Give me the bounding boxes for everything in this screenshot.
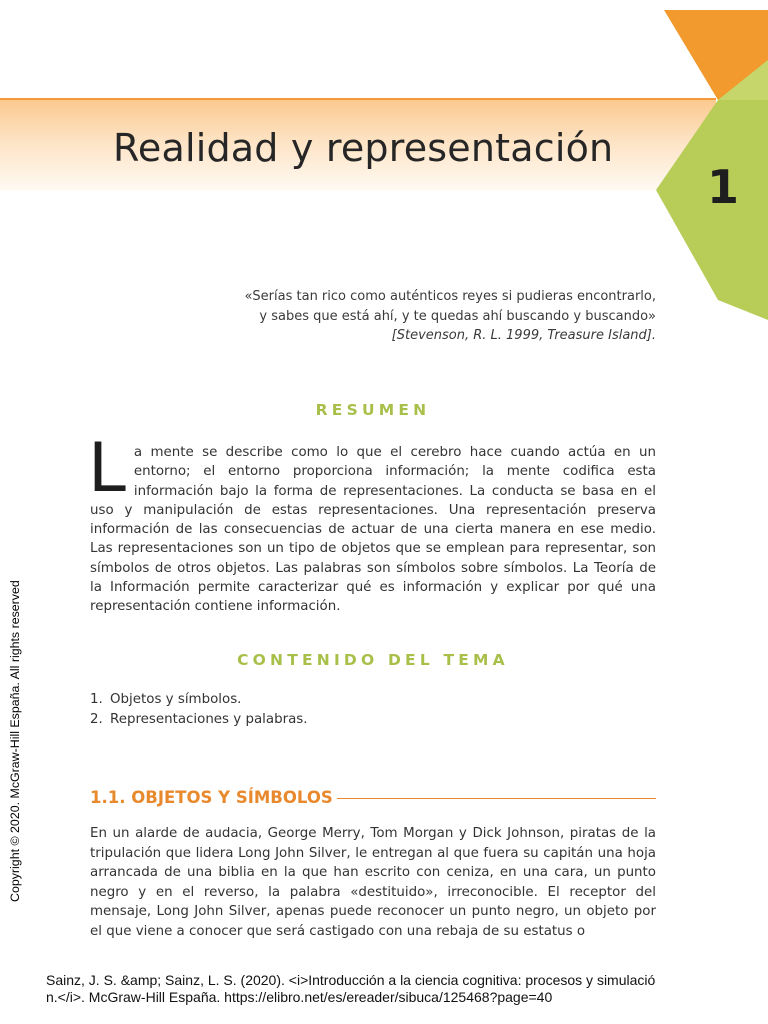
quote-line-1: «Serías tan rico como auténticos reyes si pudieras encontrarlo, (244, 289, 656, 304)
section-heading-rule (337, 798, 656, 799)
copyright-notice: Copyright © 2020. McGraw-Hill España. All rights reserved (8, 580, 22, 902)
list-item: 2. Representaciones y palabras. (90, 711, 308, 727)
citation-footer (46, 972, 746, 1006)
dropcap-letter: L (88, 429, 126, 508)
contenido-heading: CONTENIDO DEL TEMA (237, 651, 509, 669)
list-item: 1. Objetos y símbolos. (90, 692, 242, 707)
section-body-text: En un alarde de audacia, George Merry, Tom Morgan y Dick Johnson, piratas de la tripulación que lidera Long John Silver, le entregan al que fuera su capitán una hoja arrancada de una biblia en la que han escrito con ceniza, en una cara, un punto negro y en el reverso, la palabra «destituido», irreconocible. El receptor del mensaje, Long John Silver, apenas puede reconocer un punto negro, un objeto por el que viene a conocer que será castigado con una rebaja de su estatus o (90, 826, 656, 939)
section-heading (90, 785, 656, 809)
citation-line-2: n.</i>. McGraw-Hill España. https://elibro.net/es/ereader/sibuca/125468?page=40 (46, 989, 553, 1005)
epigraph-quote (244, 287, 656, 346)
contents-list (90, 690, 308, 729)
summary-paragraph (88, 429, 656, 617)
section-heading-text: 1.1. OBJETOS Y SÍMBOLOS (90, 787, 333, 807)
quote-citation: [Stevenson, R. L. 1999, Treasure Island]. (391, 328, 656, 343)
summary-text: a mente se describe como lo que el cerebro hace cuando actúa en un entorno; el entorno proporciona información; la mente codifica esta información bajo la forma de representaciones. La conducta se basa en el uso y manipulación de estas representaciones. Una representación preserva información de las consecuencias de actuar de una cierta manera en ese medio. Las representaciones son un tipo de objetos que se emplean para representar, son símbolos de otros objetos. Las palabras son símbolos sobre símbolos. La Teoría de la Información permite caracterizar qué es información y explicar por qué una representación contiene información. (90, 445, 656, 615)
chapter-title: Realidad y representación (113, 126, 614, 170)
chapter-number: 1 (706, 160, 739, 214)
quote-line-2: y sabes que está ahí, y te quedas ahí buscando y buscando» (259, 308, 656, 324)
citation-line-1: Sainz, J. S. &amp; Sainz, L. S. (2020). <i>Introducción a la ciencia cognitiva: procesos y simulació (46, 972, 656, 988)
resumen-heading: RESUMEN (315, 401, 431, 419)
